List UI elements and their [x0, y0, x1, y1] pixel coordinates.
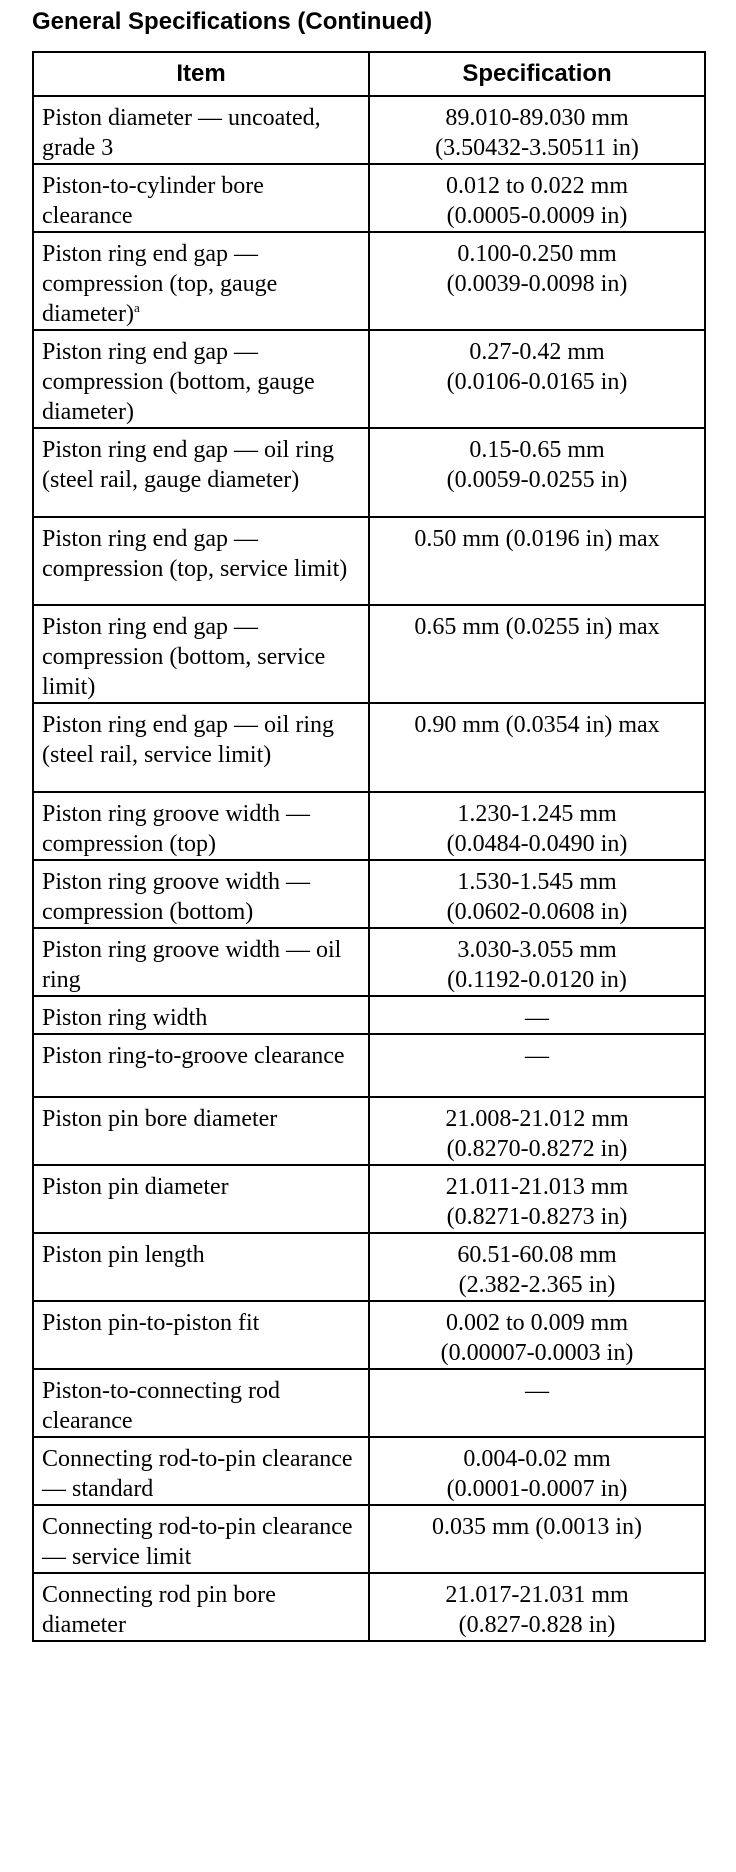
header-row	[33, 52, 705, 96]
table-row	[33, 1301, 705, 1369]
item-text: Piston pin diameter	[42, 1174, 229, 1200]
item-text: Piston ring end gap — compression (bottom, service limit)	[42, 614, 326, 700]
table-row	[33, 860, 705, 928]
table-row	[33, 1369, 705, 1437]
item-cell	[33, 605, 369, 703]
table-row	[33, 1437, 705, 1505]
table-row	[33, 605, 705, 703]
item-cell	[33, 164, 369, 232]
specification-line: 21.008-21.012 mm	[445, 1106, 629, 1132]
table-row	[33, 517, 705, 605]
specification-cell	[369, 1369, 705, 1437]
item-text: Connecting rod pin bore diameter	[42, 1582, 276, 1638]
specification-line: 0.012 to 0.022 mm	[445, 173, 628, 199]
item-text: Piston ring-to-groove clearance	[42, 1043, 345, 1069]
table-row	[33, 1573, 705, 1641]
specification-line: 1.230-1.245 mm	[457, 801, 617, 827]
item-text: Piston ring end gap — oil ring (steel rail, gauge diameter)	[42, 437, 334, 493]
item-text: Piston ring groove width — oil ring	[42, 937, 342, 993]
specification-line: (0.0005-0.0009 in)	[446, 203, 628, 229]
table-row	[33, 232, 705, 330]
specification-line: (0.0039-0.0098 in)	[446, 271, 628, 297]
table-row	[33, 996, 705, 1034]
specification-line: —	[525, 1378, 549, 1404]
specification-line: (0.0602-0.0608 in)	[446, 899, 628, 925]
item-cell	[33, 330, 369, 428]
specification-line: (0.8271-0.8273 in)	[446, 1204, 628, 1230]
item-cell	[33, 1369, 369, 1437]
specification-line: (0.0484-0.0490 in)	[446, 831, 628, 857]
column-header-specification: Specification	[369, 52, 705, 96]
specification-line: (2.382-2.365 in)	[458, 1272, 616, 1298]
specification-cell	[369, 860, 705, 928]
specification-cell	[369, 605, 705, 703]
item-cell	[33, 428, 369, 517]
table-row	[33, 928, 705, 996]
item-cell	[33, 1505, 369, 1573]
item-text: Piston ring groove width — compression (top)	[42, 801, 310, 857]
item-cell	[33, 1301, 369, 1369]
item-cell	[33, 1437, 369, 1505]
item-text: Piston ring end gap — compression (bottom, gauge diameter)	[42, 339, 315, 425]
table-row	[33, 1233, 705, 1301]
specification-cell	[369, 1034, 705, 1097]
item-cell	[33, 517, 369, 605]
specification-line: (0.0106-0.0165 in)	[446, 369, 628, 395]
specification-cell	[369, 703, 705, 792]
specification-line: —	[525, 1043, 549, 1069]
specification-line: 0.035 mm (0.0013 in)	[432, 1514, 642, 1540]
item-cell	[33, 1573, 369, 1641]
specification-line: (0.00007-0.0003 in)	[440, 1340, 634, 1366]
column-header-item: Item	[33, 52, 369, 96]
item-text: Piston ring width	[42, 1005, 208, 1031]
specification-line: 0.27-0.42 mm	[469, 339, 605, 365]
specification-cell	[369, 1505, 705, 1573]
specification-line: 0.90 mm (0.0354 in) max	[414, 712, 660, 738]
item-text: Piston pin-to-piston fit	[42, 1310, 260, 1336]
specification-line: 60.51-60.08 mm	[457, 1242, 617, 1268]
table-row	[33, 703, 705, 792]
item-cell	[33, 1165, 369, 1233]
specification-line: 0.65 mm (0.0255 in) max	[414, 614, 660, 640]
table-row	[33, 164, 705, 232]
item-text: Piston ring groove width — compression (bottom)	[42, 869, 310, 925]
table-row	[33, 1034, 705, 1097]
specification-line: 21.017-21.031 mm	[445, 1582, 629, 1608]
specification-line: (0.827-0.828 in)	[458, 1612, 616, 1638]
specification-cell	[369, 1097, 705, 1165]
table-row	[33, 96, 705, 164]
item-cell	[33, 232, 369, 330]
specification-line: 1.530-1.545 mm	[457, 869, 617, 895]
specification-cell	[369, 792, 705, 860]
item-text: Piston-to-connecting rod clearance	[42, 1378, 280, 1434]
specification-cell	[369, 996, 705, 1034]
table-row	[33, 1097, 705, 1165]
item-text: Piston pin bore diameter	[42, 1106, 278, 1132]
specification-cell	[369, 1437, 705, 1505]
specification-line: 0.100-0.250 mm	[457, 241, 617, 267]
table-row	[33, 1165, 705, 1233]
item-text: Connecting rod-to-pin clearance — service limit	[42, 1514, 353, 1570]
specification-line: (3.50432-3.50511 in)	[435, 135, 639, 161]
item-cell	[33, 860, 369, 928]
specification-line: 0.002 to 0.009 mm	[445, 1310, 628, 1336]
specification-cell	[369, 96, 705, 164]
specification-cell	[369, 928, 705, 996]
item-text: Piston ring end gap — oil ring (steel rail, service limit)	[42, 712, 334, 768]
specification-line: —	[525, 1005, 549, 1031]
item-cell	[33, 792, 369, 860]
specification-line: (0.8270-0.8272 in)	[446, 1136, 628, 1162]
table-row	[33, 330, 705, 428]
specification-line: (0.0059-0.0255 in)	[446, 467, 628, 493]
page-title: General Specifications (Continued)	[32, 8, 433, 35]
table-row	[33, 792, 705, 860]
specification-cell	[369, 1165, 705, 1233]
specification-line: 21.011-21.013 mm	[445, 1174, 629, 1200]
specification-line: 0.15-0.65 mm	[469, 437, 605, 463]
specification-line: 3.030-3.055 mm	[457, 937, 617, 963]
item-cell	[33, 96, 369, 164]
item-text: Piston diameter — uncoated, grade 3	[42, 105, 321, 161]
item-cell	[33, 1097, 369, 1165]
item-cell	[33, 1034, 369, 1097]
specification-line: 0.004-0.02 mm	[463, 1446, 611, 1472]
specification-cell	[369, 1573, 705, 1641]
spec-table	[32, 51, 706, 1642]
specification-line: 89.010-89.030 mm	[445, 105, 629, 131]
specification-cell	[369, 164, 705, 232]
specification-cell	[369, 1233, 705, 1301]
specification-line: (0.0001-0.0007 in)	[446, 1476, 628, 1502]
item-cell	[33, 928, 369, 996]
footnote-marker: a	[133, 300, 140, 315]
specification-line: (0.1192-0.0120 in)	[447, 967, 627, 993]
specification-cell	[369, 517, 705, 605]
item-text: Connecting rod-to-pin clearance — standard	[42, 1446, 353, 1502]
item-cell	[33, 1233, 369, 1301]
specification-cell	[369, 1301, 705, 1369]
item-text: Piston ring end gap — compression (top, service limit)	[42, 526, 348, 582]
item-text: Piston-to-cylinder bore clearance	[42, 173, 264, 229]
item-cell	[33, 703, 369, 792]
specification-cell	[369, 330, 705, 428]
item-text: Piston pin length	[42, 1242, 205, 1268]
item-text: Piston ring end gap — compression (top, gauge diameter)	[42, 241, 278, 327]
specification-cell	[369, 232, 705, 330]
item-cell	[33, 996, 369, 1034]
specification-line: 0.50 mm (0.0196 in) max	[414, 526, 660, 552]
specification-cell	[369, 428, 705, 517]
table-row	[33, 428, 705, 517]
table-row	[33, 1505, 705, 1573]
